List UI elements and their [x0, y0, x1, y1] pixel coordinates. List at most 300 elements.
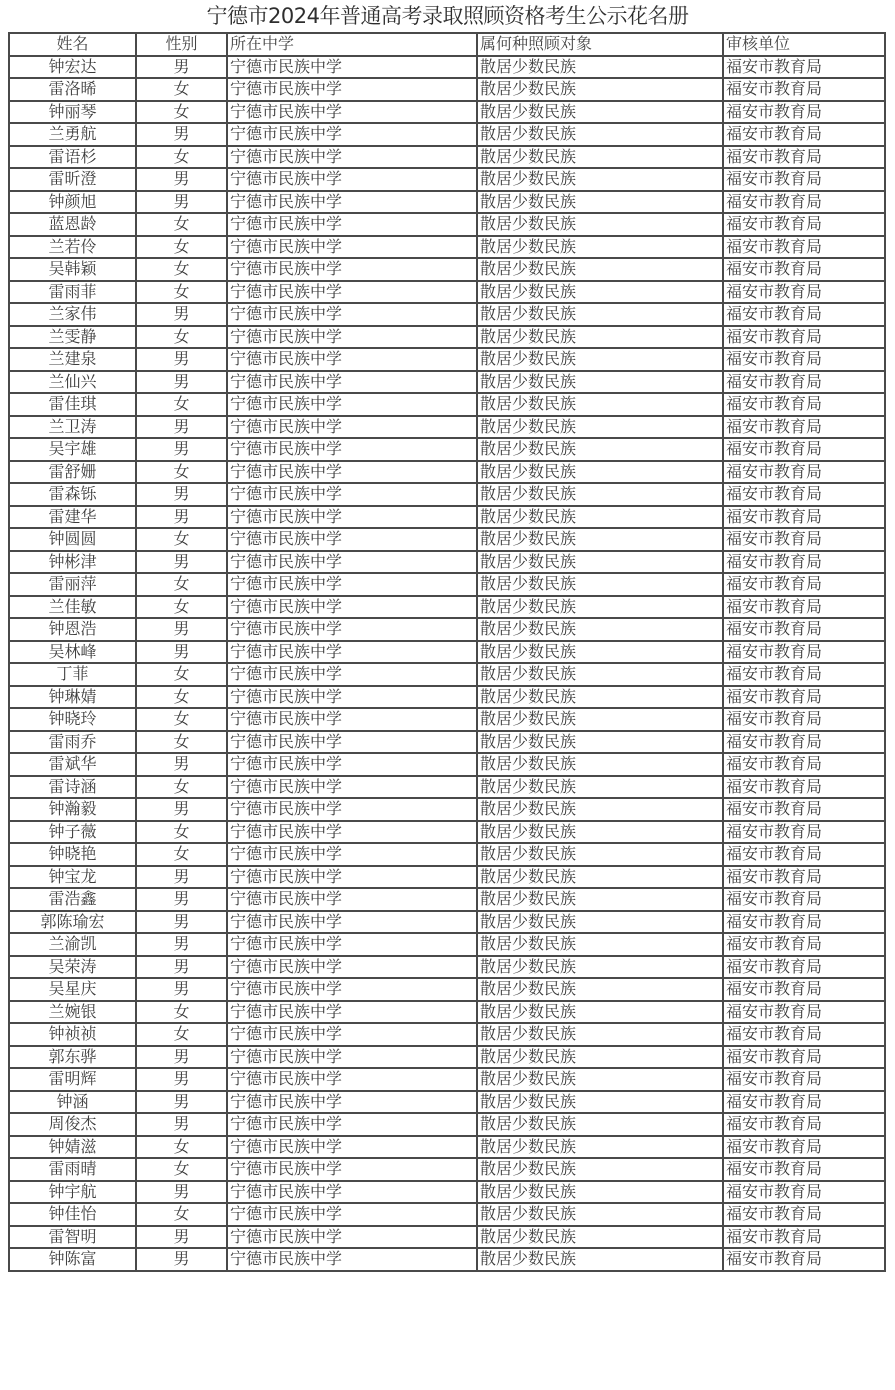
cell-name: 兰婉银 [9, 1001, 136, 1024]
cell-category: 散居少数民族 [477, 1068, 723, 1091]
cell-review-unit: 福安市教育局 [723, 326, 885, 349]
cell-gender: 男 [136, 956, 227, 979]
cell-review-unit: 福安市教育局 [723, 686, 885, 709]
cell-school: 宁德市民族中学 [227, 1226, 477, 1249]
cell-review-unit: 福安市教育局 [723, 573, 885, 596]
cell-name: 钟琳婧 [9, 686, 136, 709]
cell-school: 宁德市民族中学 [227, 933, 477, 956]
cell-category: 散居少数民族 [477, 911, 723, 934]
cell-name: 雷斌华 [9, 753, 136, 776]
cell-category: 散居少数民族 [477, 933, 723, 956]
cell-review-unit: 福安市教育局 [723, 236, 885, 259]
table-row [9, 686, 885, 709]
cell-name: 兰建泉 [9, 348, 136, 371]
cell-review-unit: 福安市教育局 [723, 213, 885, 236]
cell-gender: 女 [136, 258, 227, 281]
table-row [9, 416, 885, 439]
table-row [9, 348, 885, 371]
cell-review-unit: 福安市教育局 [723, 438, 885, 461]
cell-gender: 男 [136, 933, 227, 956]
cell-gender: 男 [136, 1181, 227, 1204]
cell-name: 雷诗涵 [9, 776, 136, 799]
table-row [9, 506, 885, 529]
cell-review-unit: 福安市教育局 [723, 911, 885, 934]
cell-gender: 女 [136, 281, 227, 304]
cell-category: 散居少数民族 [477, 956, 723, 979]
cell-gender: 男 [136, 641, 227, 664]
table-row [9, 731, 885, 754]
cell-school: 宁德市民族中学 [227, 78, 477, 101]
cell-school: 宁德市民族中学 [227, 551, 477, 574]
cell-gender: 男 [136, 303, 227, 326]
cell-gender: 女 [136, 461, 227, 484]
cell-category: 散居少数民族 [477, 978, 723, 1001]
cell-gender: 女 [136, 686, 227, 709]
cell-school: 宁德市民族中学 [227, 1068, 477, 1091]
cell-school: 宁德市民族中学 [227, 573, 477, 596]
cell-name: 钟瀚毅 [9, 798, 136, 821]
cell-gender: 男 [136, 753, 227, 776]
header-name: 姓名 [9, 33, 136, 56]
cell-review-unit: 福安市教育局 [723, 1181, 885, 1204]
table-row [9, 753, 885, 776]
cell-gender: 女 [136, 393, 227, 416]
cell-name: 吴韩颖 [9, 258, 136, 281]
cell-gender: 男 [136, 191, 227, 214]
cell-name: 钟子薇 [9, 821, 136, 844]
cell-gender: 女 [136, 236, 227, 259]
cell-review-unit: 福安市教育局 [723, 1001, 885, 1024]
cell-category: 散居少数民族 [477, 461, 723, 484]
table-row [9, 258, 885, 281]
cell-gender: 女 [136, 528, 227, 551]
cell-gender: 男 [136, 56, 227, 79]
cell-gender: 女 [136, 843, 227, 866]
cell-school: 宁德市民族中学 [227, 731, 477, 754]
cell-school: 宁德市民族中学 [227, 281, 477, 304]
cell-name: 雷昕澄 [9, 168, 136, 191]
cell-gender: 女 [136, 78, 227, 101]
cell-gender: 男 [136, 1068, 227, 1091]
cell-school: 宁德市民族中学 [227, 1181, 477, 1204]
cell-school: 宁德市民族中学 [227, 326, 477, 349]
cell-category: 散居少数民族 [477, 281, 723, 304]
cell-name: 雷洛晞 [9, 78, 136, 101]
cell-school: 宁德市民族中学 [227, 753, 477, 776]
cell-school: 宁德市民族中学 [227, 236, 477, 259]
cell-category: 散居少数民族 [477, 416, 723, 439]
cell-gender: 女 [136, 821, 227, 844]
cell-school: 宁德市民族中学 [227, 821, 477, 844]
table-row [9, 438, 885, 461]
cell-name: 兰渝凯 [9, 933, 136, 956]
cell-review-unit: 福安市教育局 [723, 956, 885, 979]
table-row [9, 933, 885, 956]
cell-name: 兰勇航 [9, 123, 136, 146]
cell-category: 散居少数民族 [477, 798, 723, 821]
cell-review-unit: 福安市教育局 [723, 101, 885, 124]
cell-gender: 男 [136, 416, 227, 439]
header-review-unit: 审核单位 [723, 33, 885, 56]
table-row [9, 551, 885, 574]
cell-gender: 女 [136, 776, 227, 799]
cell-category: 散居少数民族 [477, 483, 723, 506]
table-row [9, 281, 885, 304]
table-row [9, 146, 885, 169]
table-row [9, 1248, 885, 1271]
cell-gender: 女 [136, 146, 227, 169]
cell-review-unit: 福安市教育局 [723, 731, 885, 754]
cell-review-unit: 福安市教育局 [723, 821, 885, 844]
cell-category: 散居少数民族 [477, 348, 723, 371]
cell-gender: 男 [136, 168, 227, 191]
cell-review-unit: 福安市教育局 [723, 888, 885, 911]
table-row [9, 573, 885, 596]
table-row [9, 168, 885, 191]
cell-gender: 男 [136, 911, 227, 934]
cell-school: 宁德市民族中学 [227, 641, 477, 664]
cell-category: 散居少数民族 [477, 236, 723, 259]
cell-school: 宁德市民族中学 [227, 146, 477, 169]
cell-name: 钟陈富 [9, 1248, 136, 1271]
cell-review-unit: 福安市教育局 [723, 641, 885, 664]
cell-name: 钟祯祯 [9, 1023, 136, 1046]
table-row [9, 56, 885, 79]
cell-gender: 女 [136, 101, 227, 124]
candidate-roster-table [8, 32, 886, 1272]
table-row [9, 1136, 885, 1159]
table-row [9, 101, 885, 124]
table-row [9, 371, 885, 394]
cell-category: 散居少数民族 [477, 56, 723, 79]
cell-review-unit: 福安市教育局 [723, 551, 885, 574]
cell-school: 宁德市民族中学 [227, 416, 477, 439]
table-row [9, 821, 885, 844]
cell-review-unit: 福安市教育局 [723, 843, 885, 866]
table-row [9, 1158, 885, 1181]
cell-category: 散居少数民族 [477, 1136, 723, 1159]
cell-category: 散居少数民族 [477, 551, 723, 574]
cell-category: 散居少数民族 [477, 776, 723, 799]
table-row [9, 866, 885, 889]
cell-gender: 男 [136, 506, 227, 529]
cell-name: 雷森铄 [9, 483, 136, 506]
cell-category: 散居少数民族 [477, 393, 723, 416]
cell-school: 宁德市民族中学 [227, 213, 477, 236]
cell-review-unit: 福安市教育局 [723, 978, 885, 1001]
cell-review-unit: 福安市教育局 [723, 56, 885, 79]
table-body [9, 56, 885, 1271]
table-row [9, 303, 885, 326]
cell-name: 雷雨乔 [9, 731, 136, 754]
cell-review-unit: 福安市教育局 [723, 483, 885, 506]
table-row [9, 1113, 885, 1136]
cell-gender: 女 [136, 1001, 227, 1024]
cell-review-unit: 福安市教育局 [723, 708, 885, 731]
cell-category: 散居少数民族 [477, 78, 723, 101]
cell-school: 宁德市民族中学 [227, 798, 477, 821]
cell-name: 钟晓艳 [9, 843, 136, 866]
cell-gender: 男 [136, 551, 227, 574]
cell-name: 钟佳怡 [9, 1203, 136, 1226]
cell-gender: 女 [136, 213, 227, 236]
table-row [9, 978, 885, 1001]
table-row [9, 393, 885, 416]
cell-review-unit: 福安市教育局 [723, 1046, 885, 1069]
cell-category: 散居少数民族 [477, 438, 723, 461]
cell-school: 宁德市民族中学 [227, 618, 477, 641]
cell-school: 宁德市民族中学 [227, 438, 477, 461]
cell-category: 散居少数民族 [477, 888, 723, 911]
cell-school: 宁德市民族中学 [227, 888, 477, 911]
cell-category: 散居少数民族 [477, 1203, 723, 1226]
cell-name: 钟宝龙 [9, 866, 136, 889]
cell-school: 宁德市民族中学 [227, 528, 477, 551]
cell-category: 散居少数民族 [477, 258, 723, 281]
cell-review-unit: 福安市教育局 [723, 168, 885, 191]
cell-gender: 男 [136, 866, 227, 889]
cell-review-unit: 福安市教育局 [723, 123, 885, 146]
cell-school: 宁德市民族中学 [227, 123, 477, 146]
cell-name: 兰雯静 [9, 326, 136, 349]
cell-gender: 男 [136, 1226, 227, 1249]
cell-name: 雷智明 [9, 1226, 136, 1249]
cell-review-unit: 福安市教育局 [723, 1091, 885, 1114]
cell-school: 宁德市民族中学 [227, 956, 477, 979]
cell-category: 散居少数民族 [477, 528, 723, 551]
cell-review-unit: 福安市教育局 [723, 1113, 885, 1136]
table-row [9, 326, 885, 349]
cell-gender: 男 [136, 123, 227, 146]
cell-category: 散居少数民族 [477, 213, 723, 236]
cell-school: 宁德市民族中学 [227, 483, 477, 506]
header-category: 属何种照顾对象 [477, 33, 723, 56]
table-row [9, 1046, 885, 1069]
table-row [9, 843, 885, 866]
cell-school: 宁德市民族中学 [227, 191, 477, 214]
table-row [9, 708, 885, 731]
cell-school: 宁德市民族中学 [227, 1113, 477, 1136]
cell-name: 吴星庆 [9, 978, 136, 1001]
cell-name: 兰若伶 [9, 236, 136, 259]
cell-school: 宁德市民族中学 [227, 1248, 477, 1271]
cell-review-unit: 福安市教育局 [723, 416, 885, 439]
cell-gender: 女 [136, 326, 227, 349]
cell-category: 散居少数民族 [477, 1046, 723, 1069]
cell-gender: 男 [136, 1113, 227, 1136]
cell-school: 宁德市民族中学 [227, 1023, 477, 1046]
cell-category: 散居少数民族 [477, 1001, 723, 1024]
cell-name: 钟宏达 [9, 56, 136, 79]
cell-name: 雷明辉 [9, 1068, 136, 1091]
cell-gender: 男 [136, 888, 227, 911]
cell-review-unit: 福安市教育局 [723, 258, 885, 281]
cell-category: 散居少数民族 [477, 1158, 723, 1181]
cell-category: 散居少数民族 [477, 1248, 723, 1271]
table-row [9, 1203, 885, 1226]
cell-category: 散居少数民族 [477, 821, 723, 844]
cell-name: 雷浩鑫 [9, 888, 136, 911]
cell-category: 散居少数民族 [477, 1226, 723, 1249]
cell-name: 丁菲 [9, 663, 136, 686]
cell-category: 散居少数民族 [477, 146, 723, 169]
cell-category: 散居少数民族 [477, 686, 723, 709]
cell-school: 宁德市民族中学 [227, 866, 477, 889]
cell-school: 宁德市民族中学 [227, 708, 477, 731]
table-row [9, 78, 885, 101]
cell-name: 雷佳琪 [9, 393, 136, 416]
cell-name: 郭东骅 [9, 1046, 136, 1069]
cell-name: 钟恩浩 [9, 618, 136, 641]
table-row [9, 191, 885, 214]
table-row [9, 663, 885, 686]
cell-gender: 男 [136, 1248, 227, 1271]
cell-category: 散居少数民族 [477, 843, 723, 866]
cell-school: 宁德市民族中学 [227, 1136, 477, 1159]
cell-name: 兰仙兴 [9, 371, 136, 394]
cell-review-unit: 福安市教育局 [723, 866, 885, 889]
cell-category: 散居少数民族 [477, 663, 723, 686]
table-row [9, 641, 885, 664]
table-row [9, 1181, 885, 1204]
cell-school: 宁德市民族中学 [227, 393, 477, 416]
cell-name: 钟彬津 [9, 551, 136, 574]
table-row [9, 1023, 885, 1046]
table-row [9, 1226, 885, 1249]
cell-school: 宁德市民族中学 [227, 348, 477, 371]
cell-school: 宁德市民族中学 [227, 506, 477, 529]
cell-gender: 女 [136, 1136, 227, 1159]
cell-category: 散居少数民族 [477, 1181, 723, 1204]
cell-name: 钟宇航 [9, 1181, 136, 1204]
table-row [9, 213, 885, 236]
cell-review-unit: 福安市教育局 [723, 1226, 885, 1249]
cell-category: 散居少数民族 [477, 708, 723, 731]
cell-gender: 女 [136, 573, 227, 596]
cell-review-unit: 福安市教育局 [723, 753, 885, 776]
cell-review-unit: 福安市教育局 [723, 618, 885, 641]
cell-review-unit: 福安市教育局 [723, 1023, 885, 1046]
cell-category: 散居少数民族 [477, 753, 723, 776]
cell-review-unit: 福安市教育局 [723, 1136, 885, 1159]
cell-name: 周俊杰 [9, 1113, 136, 1136]
cell-school: 宁德市民族中学 [227, 1046, 477, 1069]
cell-gender: 女 [136, 1203, 227, 1226]
cell-review-unit: 福安市教育局 [723, 78, 885, 101]
cell-category: 散居少数民族 [477, 371, 723, 394]
table-row [9, 483, 885, 506]
cell-school: 宁德市民族中学 [227, 911, 477, 934]
cell-category: 散居少数民族 [477, 168, 723, 191]
cell-gender: 男 [136, 978, 227, 1001]
cell-name: 兰卫涛 [9, 416, 136, 439]
cell-category: 散居少数民族 [477, 866, 723, 889]
cell-school: 宁德市民族中学 [227, 258, 477, 281]
cell-category: 散居少数民族 [477, 596, 723, 619]
cell-school: 宁德市民族中学 [227, 303, 477, 326]
cell-name: 雷雨菲 [9, 281, 136, 304]
cell-name: 雷语杉 [9, 146, 136, 169]
cell-gender: 男 [136, 798, 227, 821]
cell-review-unit: 福安市教育局 [723, 776, 885, 799]
header-gender: 性别 [136, 33, 227, 56]
table-row [9, 911, 885, 934]
cell-review-unit: 福安市教育局 [723, 393, 885, 416]
cell-name: 雷雨晴 [9, 1158, 136, 1181]
cell-school: 宁德市民族中学 [227, 1158, 477, 1181]
cell-category: 散居少数民族 [477, 641, 723, 664]
cell-name: 钟颜旭 [9, 191, 136, 214]
cell-gender: 女 [136, 1158, 227, 1181]
table-row [9, 236, 885, 259]
cell-school: 宁德市民族中学 [227, 1091, 477, 1114]
cell-school: 宁德市民族中学 [227, 843, 477, 866]
cell-name: 吴林峰 [9, 641, 136, 664]
table-row [9, 618, 885, 641]
cell-review-unit: 福安市教育局 [723, 1158, 885, 1181]
cell-school: 宁德市民族中学 [227, 461, 477, 484]
cell-gender: 男 [136, 1091, 227, 1114]
table-row [9, 956, 885, 979]
cell-gender: 男 [136, 1046, 227, 1069]
cell-category: 散居少数民族 [477, 618, 723, 641]
cell-category: 散居少数民族 [477, 191, 723, 214]
cell-review-unit: 福安市教育局 [723, 348, 885, 371]
cell-category: 散居少数民族 [477, 731, 723, 754]
table-row [9, 888, 885, 911]
cell-review-unit: 福安市教育局 [723, 1203, 885, 1226]
table-row [9, 798, 885, 821]
cell-name: 雷建华 [9, 506, 136, 529]
cell-category: 散居少数民族 [477, 101, 723, 124]
cell-review-unit: 福安市教育局 [723, 281, 885, 304]
cell-name: 蓝恩龄 [9, 213, 136, 236]
cell-school: 宁德市民族中学 [227, 168, 477, 191]
cell-gender: 女 [136, 1023, 227, 1046]
cell-name: 吴荣涛 [9, 956, 136, 979]
cell-school: 宁德市民族中学 [227, 1001, 477, 1024]
table-row [9, 596, 885, 619]
cell-review-unit: 福安市教育局 [723, 191, 885, 214]
cell-name: 钟圆圆 [9, 528, 136, 551]
cell-review-unit: 福安市教育局 [723, 1248, 885, 1271]
cell-review-unit: 福安市教育局 [723, 371, 885, 394]
cell-name: 兰佳敏 [9, 596, 136, 619]
cell-gender: 男 [136, 371, 227, 394]
cell-gender: 女 [136, 596, 227, 619]
cell-gender: 男 [136, 618, 227, 641]
cell-review-unit: 福安市教育局 [723, 596, 885, 619]
cell-school: 宁德市民族中学 [227, 686, 477, 709]
cell-name: 钟婧滋 [9, 1136, 136, 1159]
cell-review-unit: 福安市教育局 [723, 528, 885, 551]
header-school: 所在中学 [227, 33, 477, 56]
cell-category: 散居少数民族 [477, 123, 723, 146]
cell-name: 郭陈瑜宏 [9, 911, 136, 934]
cell-gender: 女 [136, 663, 227, 686]
cell-school: 宁德市民族中学 [227, 776, 477, 799]
cell-review-unit: 福安市教育局 [723, 1068, 885, 1091]
table-row [9, 1091, 885, 1114]
cell-category: 散居少数民族 [477, 303, 723, 326]
cell-category: 散居少数民族 [477, 506, 723, 529]
table-row [9, 1001, 885, 1024]
cell-review-unit: 福安市教育局 [723, 303, 885, 326]
cell-review-unit: 福安市教育局 [723, 663, 885, 686]
cell-review-unit: 福安市教育局 [723, 798, 885, 821]
cell-category: 散居少数民族 [477, 1023, 723, 1046]
table-row [9, 528, 885, 551]
